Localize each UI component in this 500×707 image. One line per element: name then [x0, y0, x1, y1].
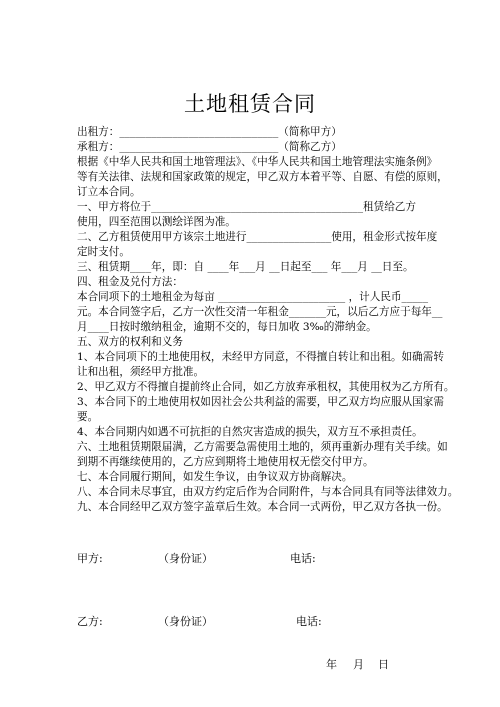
clause-4-line-3: 月____日按时缴纳租金，逾期不交的，每日加收 3‰的滞纳金。 [77, 321, 377, 333]
clause-8: 八、本合同未尽事宜，由双方约定后作为合同附件，与本合同具有同等法律效力。 [77, 486, 459, 498]
party-a-label: 甲方: [77, 552, 103, 565]
date-day-label: 日 [378, 658, 389, 671]
party-b-label: 乙方: [77, 615, 103, 628]
clause-1-line-1: 一、甲方将位于________________________________________租赁给乙方 [77, 201, 416, 213]
clause-4-line-1: 本合同项下的土地租金为每亩 ________________________ ，计人民币_____ [77, 291, 429, 303]
preamble-line-2: 等有关法律、法规和国家政策的规定，甲乙双方本着平等、自愿、有偿的原则， [77, 171, 448, 183]
lessee-line: 承租方：______________________________（简称乙方） [77, 141, 342, 153]
date-year-label: 年 [326, 658, 337, 671]
party-b-id-label: （身份证） [158, 615, 213, 628]
clause-1-line-2: 使用，四至范围以测绘详图为准。 [77, 216, 236, 228]
document-title: 土地租赁合同 [184, 92, 316, 116]
preamble-line-1: 根据《中华人民共和国土地管理法》、《中华人民共和国土地管理法实施条例》 [77, 156, 438, 168]
clause-5-item-1-line-2: 让和出租，须经甲方批准。 [77, 366, 205, 378]
clause-3-line: 三、租赁期____年，即：自 ____年___月 __日起至___ 年___月 __日至。 [77, 261, 414, 273]
clause-5-item-4: 4、本合同期内如遇不可抗拒的自然灾害造成的损失，双方互不承担责任。 [77, 426, 423, 438]
clause-5-item-1-line-1: 1、本合同项下的土地使用权，未经甲方同意，不得擅自转让和出租。如确需转 [77, 351, 444, 363]
date-month-label: 月 [353, 658, 364, 671]
clause-4-line-2: 元。本合同签字后，乙方一次性交清一年租金_______元，以后乙方应于每年__ [77, 306, 443, 318]
clause-2-line-2: 定时支付。 [77, 246, 130, 258]
clause-5-item-3-line-2: 要。 [77, 411, 99, 423]
party-b-phone-label: 电话: [296, 615, 322, 628]
party-a-phone-label: 电话: [290, 552, 316, 565]
clause-5-item-2: 2、甲乙双方不得擅自提前终止合同，如乙方放弃承租权，其使用权为乙方所有。 [77, 381, 455, 393]
lessor-line: 出租方：______________________________（简称甲方） [77, 126, 342, 138]
party-a-id-label: （身份证） [158, 552, 213, 565]
clause-6-line-1: 六、土地租赁期限届满，乙方需要急需使用土地的，须再重新办理有关手续。如 [77, 441, 448, 453]
clause-9: 九、本合同经甲乙双方签字盖章后生效。本合同一式两份，甲乙双方各执一份。 [77, 501, 448, 513]
clause-5-heading: 五、双方的权利和义务 [77, 336, 183, 348]
preamble-line-3: 订立本合同。 [77, 186, 141, 198]
clause-5-item-3-line-1: 3、本合同下的土地使用权如因社会公共利益的需要，甲乙双方均应服从国家需 [77, 396, 444, 408]
clause-7: 七、本合同履行期间，如发生争议，由争议双方协商解决。 [77, 471, 353, 483]
clause-2-line-1: 二、乙方租赁使用甲方该宗土地进行________________使用，租金形式按年度 [77, 231, 438, 243]
clause-6-line-2: 到期不再继续使用的，乙方应到期将土地使用权无偿交付甲方。 [77, 456, 374, 468]
clause-4-heading: 四、租金及兑付方法： [77, 276, 183, 288]
